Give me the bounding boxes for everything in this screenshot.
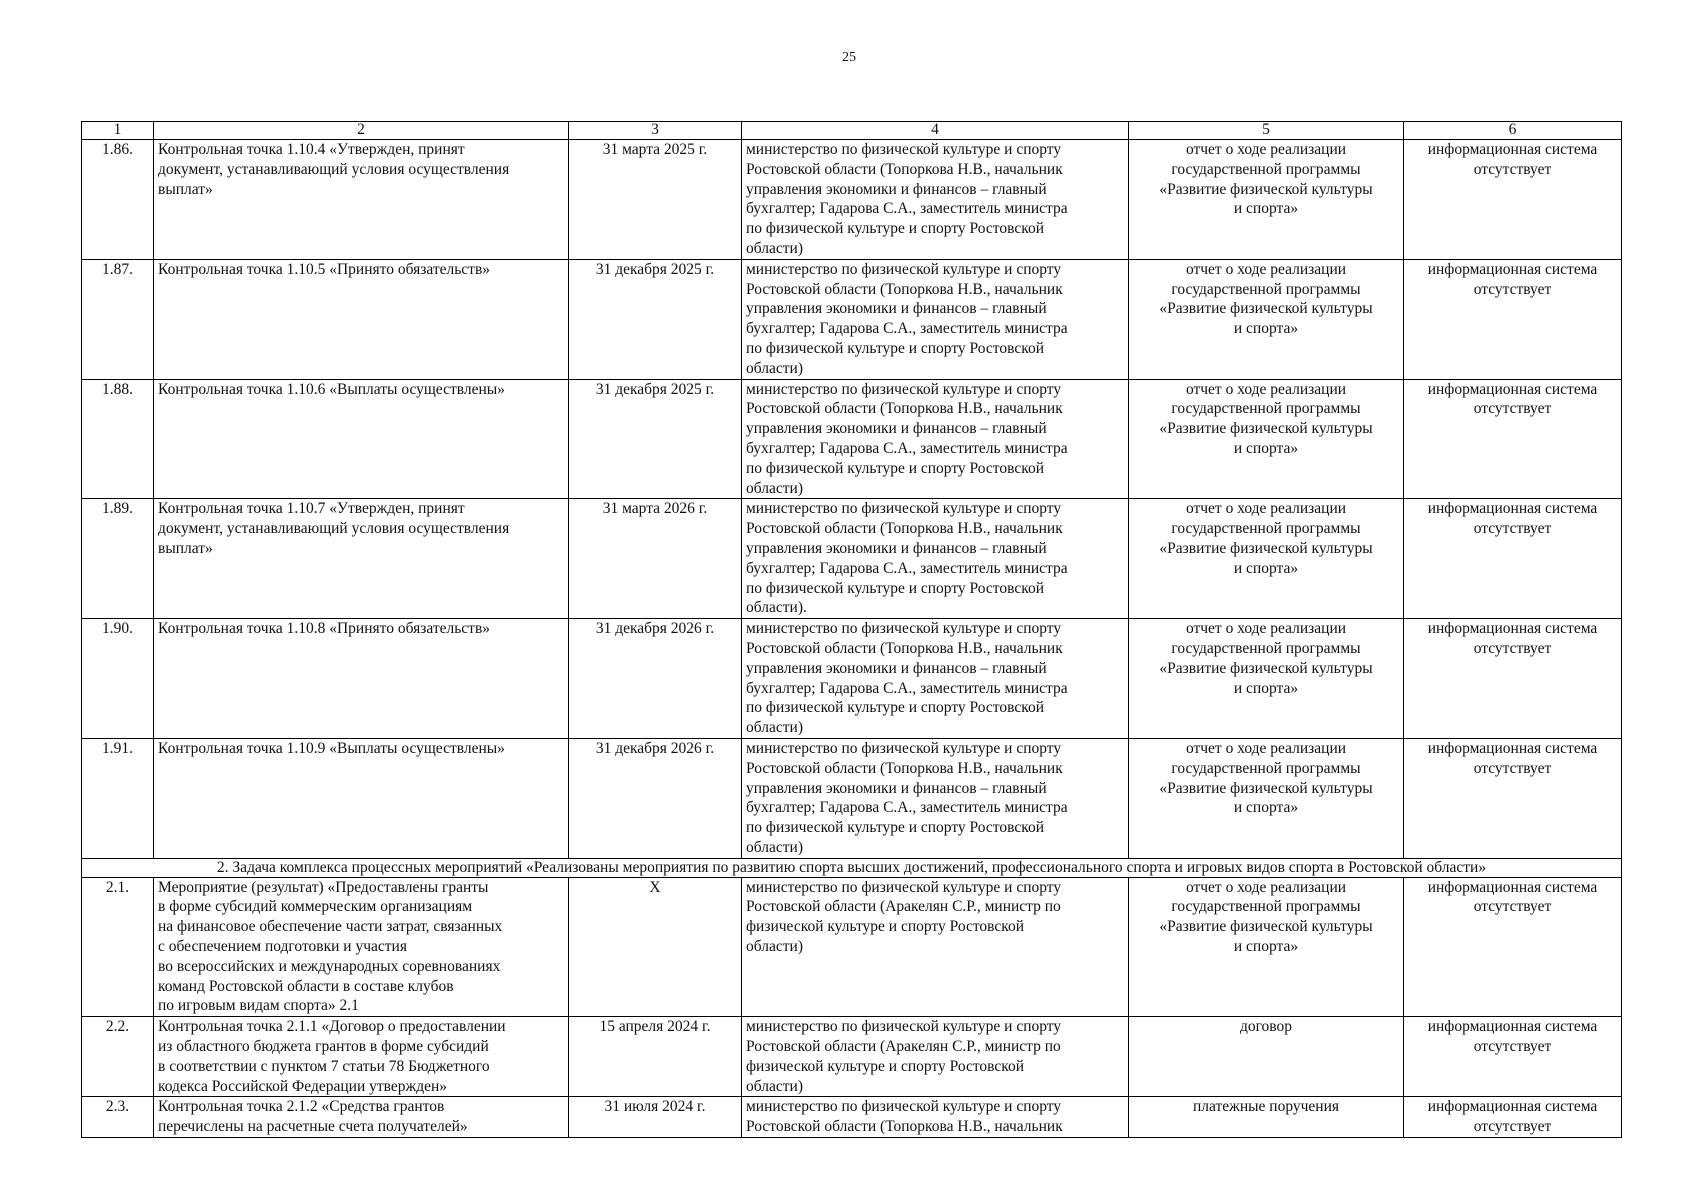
row-number: 2.2. [82,1017,154,1097]
deadline: 31 декабря 2025 г. [569,379,742,499]
confirming-document: отчет о ходе реализации государственной программы «Развитие физической культуры и спорта» [1129,738,1404,858]
confirming-document: договор [1129,1017,1404,1097]
plan-table [81,121,1622,1138]
page-number: 25 [842,50,856,65]
table-row [82,1017,1622,1097]
column-number: 6 [1404,122,1622,140]
event-name: Контрольная точка 1.10.5 «Принято обязательств» [154,259,569,379]
deadline: 31 июля 2024 г. [569,1097,742,1138]
information-system: информационная система отсутствует [1404,499,1622,619]
task-row [82,858,1622,877]
row-number: 1.91. [82,738,154,858]
information-system: информационная система отсутствует [1404,259,1622,379]
information-system: информационная система отсутствует [1404,1017,1622,1097]
event-name: Мероприятие (результат) «Предоставлены гранты в форме субсидий коммерческим организациям на финансовое обеспечение части затрат, связанных с обеспечением подготовки и участия во всероссийских и международных соревнованиях команд Ростовской области в составе клубов по игровым видам спорта» 2.1 [154,877,569,1017]
table-row [82,1097,1622,1138]
column-number: 1 [82,122,154,140]
confirming-document: платежные поручения [1129,1097,1404,1138]
event-name: Контрольная точка 1.10.9 «Выплаты осуществлены» [154,738,569,858]
event-name: Контрольная точка 2.1.2 «Средства грантов перечислены на расчетные счета получателей» [154,1097,569,1138]
responsible-executor: министерство по физической культуре и спорту Ростовской области (Топоркова Н.В., начальник управления экономики и финансов – главный бухгалтер; Гадарова С.А., заместитель министра по физической культуре и спорту Ростовской области) [742,379,1129,499]
deadline: 31 марта 2025 г. [569,140,742,260]
row-number: 1.87. [82,259,154,379]
deadline: 31 декабря 2026 г. [569,619,742,739]
event-name: Контрольная точка 1.10.4 «Утвержден, принят документ, устанавливающий условия осуществления выплат» [154,140,569,260]
row-number: 2.1. [82,877,154,1017]
row-number: 2.3. [82,1097,154,1138]
information-system: информационная система отсутствует [1404,619,1622,739]
information-system: информационная система отсутствует [1404,1097,1622,1138]
responsible-executor: министерство по физической культуре и спорту Ростовской области (Топоркова Н.В., начальник управления экономики и финансов – главный бухгалтер; Гадарова С.А., заместитель министра по физической культуре и спорту Ростовской области) [742,738,1129,858]
table-row [82,738,1622,858]
table-row [82,140,1622,260]
confirming-document: отчет о ходе реализации государственной программы «Развитие физической культуры и спорта» [1129,877,1404,1017]
table-row [82,877,1622,1017]
row-number: 1.89. [82,499,154,619]
information-system: информационная система отсутствует [1404,738,1622,858]
responsible-executor: министерство по физической культуре и спорту Ростовской области (Топоркова Н.В., начальник управления экономики и финансов – главный бухгалтер; Гадарова С.А., заместитель министра по физической культуре и спорту Ростовской области) [742,140,1129,260]
confirming-document: отчет о ходе реализации государственной программы «Развитие физической культуры и спорта» [1129,499,1404,619]
event-name: Контрольная точка 1.10.6 «Выплаты осуществлены» [154,379,569,499]
responsible-executor: министерство по физической культуре и спорту Ростовской области (Топоркова Н.В., начальник управления экономики и финансов – главный бухгалтер; Гадарова С.А., заместитель министра по физической культуре и спорту Ростовской области) [742,619,1129,739]
column-number: 3 [569,122,742,140]
column-number-row [82,122,1622,140]
column-number: 5 [1129,122,1404,140]
column-number: 4 [742,122,1129,140]
row-number: 1.88. [82,379,154,499]
row-number: 1.90. [82,619,154,739]
task-title: 2. Задача комплекса процессных мероприятий «Реализованы мероприятия по развитию спорта высших достижений, профессионального спорта и игровых видов спорта в Ростовской области» [82,858,1622,877]
responsible-executor: министерство по физической культуре и спорту Ростовской области (Аракелян С.Р., министр по физической культуре и спорту Ростовской области) [742,877,1129,1017]
confirming-document: отчет о ходе реализации государственной программы «Развитие физической культуры и спорта» [1129,619,1404,739]
deadline: X [569,877,742,1017]
information-system: информационная система отсутствует [1404,877,1622,1017]
event-name: Контрольная точка 1.10.7 «Утвержден, принят документ, устанавливающий условия осуществления выплат» [154,499,569,619]
table-row [82,379,1622,499]
confirming-document: отчет о ходе реализации государственной программы «Развитие физической культуры и спорта» [1129,140,1404,260]
event-name: Контрольная точка 2.1.1 «Договор о предоставлении из областного бюджета грантов в форме субсидий в соответствии с пунктом 7 статьи 78 Бюджетного кодекса Российской Федерации утвержден» [154,1017,569,1097]
responsible-executor: министерство по физической культуре и спорту Ростовской области (Топоркова Н.В., начальник [742,1097,1129,1138]
deadline: 31 декабря 2025 г. [569,259,742,379]
deadline: 31 марта 2026 г. [569,499,742,619]
deadline: 31 декабря 2026 г. [569,738,742,858]
confirming-document: отчет о ходе реализации государственной программы «Развитие физической культуры и спорта» [1129,259,1404,379]
table-row [82,619,1622,739]
event-name: Контрольная точка 1.10.8 «Принято обязательств» [154,619,569,739]
table-row [82,499,1622,619]
responsible-executor: министерство по физической культуре и спорту Ростовской области (Топоркова Н.В., начальник управления экономики и финансов – главный бухгалтер; Гадарова С.А., заместитель министра по физической культуре и спорту Ростовской области) [742,259,1129,379]
information-system: информационная система отсутствует [1404,140,1622,260]
column-number: 2 [154,122,569,140]
responsible-executor: министерство по физической культуре и спорту Ростовской области (Аракелян С.Р., министр по физической культуре и спорту Ростовской области) [742,1017,1129,1097]
information-system: информационная система отсутствует [1404,379,1622,499]
deadline: 15 апреля 2024 г. [569,1017,742,1097]
row-number: 1.86. [82,140,154,260]
confirming-document: отчет о ходе реализации государственной программы «Развитие физической культуры и спорта» [1129,379,1404,499]
responsible-executor: министерство по физической культуре и спорту Ростовской области (Топоркова Н.В., начальник управления экономики и финансов – главный бухгалтер; Гадарова С.А., заместитель министра по физической культуре и спорту Ростовской области). [742,499,1129,619]
table-row [82,259,1622,379]
